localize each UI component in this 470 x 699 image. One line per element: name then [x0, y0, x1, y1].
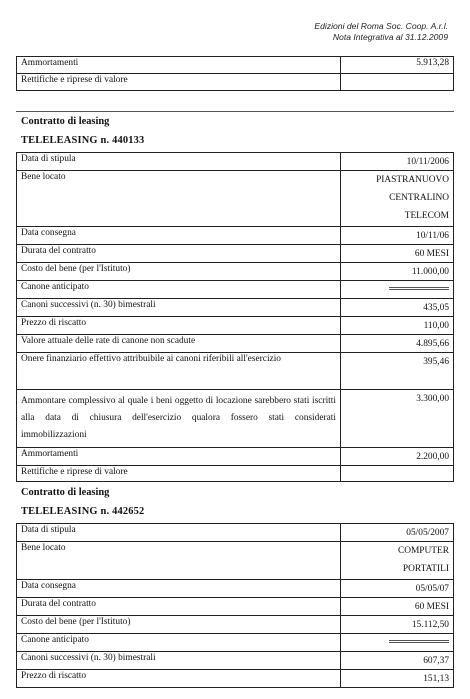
row-label: Durata del contratto	[17, 598, 341, 616]
contract-table-2	[16, 523, 454, 688]
contract-table-1	[16, 152, 454, 482]
row-label: Valore attuale delle rate di canone non scadute	[17, 335, 341, 353]
row-label: Costo del bene (per l'Istituto)	[17, 263, 341, 281]
row-value	[341, 634, 454, 652]
row-value: 3.300,00	[341, 390, 454, 448]
row-label: Ammortamenti	[17, 448, 341, 466]
table-row	[17, 652, 454, 670]
row-value: 2.200,00	[341, 448, 454, 466]
table-row	[17, 299, 454, 317]
row-value: 05/05/2007	[341, 524, 454, 542]
table-row	[17, 57, 454, 74]
value-line: COMPUTER	[397, 546, 449, 556]
value-line: PORTATILI	[402, 564, 449, 574]
row-label: Rettifiche e riprese di valore	[17, 466, 341, 482]
row-value: 10/11/2006	[341, 153, 454, 171]
row-value: 60 MESI	[341, 598, 454, 616]
row-value	[341, 171, 454, 227]
table-row	[17, 281, 454, 299]
table-row	[17, 580, 454, 598]
contract-id: TELELEASING n. 440133	[21, 135, 145, 146]
row-value: 15.112,50	[341, 616, 454, 634]
row-label: Bene locato	[17, 171, 341, 227]
table-row	[17, 353, 454, 390]
row-value: 151,13	[341, 670, 454, 688]
top-table	[16, 56, 454, 91]
row-value	[341, 74, 454, 91]
row-label: Rettifiche e riprese di valore	[17, 74, 341, 91]
blank-value-dash	[389, 287, 449, 290]
row-label: Durata del contratto	[17, 245, 341, 263]
row-label: Prezzo di riscatto	[17, 670, 341, 688]
row-value: 60 MESI	[341, 245, 454, 263]
row-label: Canone anticipato	[17, 281, 341, 299]
row-label: Data di stipula	[17, 153, 341, 171]
row-label: Prezzo di riscatto	[17, 317, 341, 335]
table-row	[17, 524, 454, 542]
row-label: Ammontare complessivo al quale i beni oggetto di locazione sarebbero stati iscritti alla data di chiusura dell'esercizio qualora fossero stati considerati immobilizzazioni	[17, 390, 341, 448]
row-value: 435,05	[341, 299, 454, 317]
row-value: 607,37	[341, 652, 454, 670]
table-row	[17, 335, 454, 353]
value-line: CENTRALINO	[389, 193, 449, 203]
company-name: Edizioni del Roma Soc. Coop. A.r.l.	[314, 21, 448, 31]
report-title: Nota Integrativa al 31.12.2009	[332, 31, 448, 42]
row-label: Bene locato	[17, 542, 341, 580]
row-value: 10/11/06	[341, 227, 454, 245]
row-value	[341, 542, 454, 580]
table-row	[17, 598, 454, 616]
contract-id: TELELEASING n. 442652	[21, 506, 145, 517]
table-row	[17, 670, 454, 688]
table-row	[17, 317, 454, 335]
table-row	[17, 542, 454, 580]
row-label: Data consegna	[17, 227, 341, 245]
table-row	[17, 634, 454, 652]
table-row	[17, 466, 454, 482]
row-label: Canoni successivi (n. 30) bimestrali	[17, 299, 341, 317]
row-label: Costo del bene (per l'Istituto)	[17, 616, 341, 634]
value-line: TELECOM	[404, 211, 449, 221]
row-value	[341, 466, 454, 482]
document-header	[314, 21, 448, 42]
table-row	[17, 171, 454, 227]
table-row	[17, 616, 454, 634]
row-label: Onere finanziario effettivo attribuibile ai canoni riferibili all'esercizio	[17, 353, 341, 390]
table-row	[17, 245, 454, 263]
table-row	[17, 448, 454, 466]
section-divider	[16, 111, 454, 112]
row-value: 4.895,66	[341, 335, 454, 353]
row-label: Canone anticipato	[17, 634, 341, 652]
row-value: 05/05/07	[341, 580, 454, 598]
table-row	[17, 263, 454, 281]
row-label: Ammortamenti	[17, 57, 341, 74]
row-label: Data consegna	[17, 580, 341, 598]
row-value: 110,00	[341, 317, 454, 335]
section-title: Contratto di leasing	[21, 116, 110, 127]
row-label: Data di stipula	[17, 524, 341, 542]
table-row	[17, 390, 454, 448]
row-value: 395,46	[341, 353, 454, 390]
blank-value-dash	[389, 640, 449, 643]
row-value	[341, 281, 454, 299]
table-row	[17, 74, 454, 91]
row-value: 5.913,28	[341, 57, 454, 74]
section-title: Contratto di leasing	[21, 487, 110, 498]
table-row	[17, 153, 454, 171]
table-row	[17, 227, 454, 245]
row-value: 11.000,00	[341, 263, 454, 281]
value-line: PIASTRANUOVO	[376, 175, 449, 185]
row-label: Canoni successivi (n. 30) bimestrali	[17, 652, 341, 670]
